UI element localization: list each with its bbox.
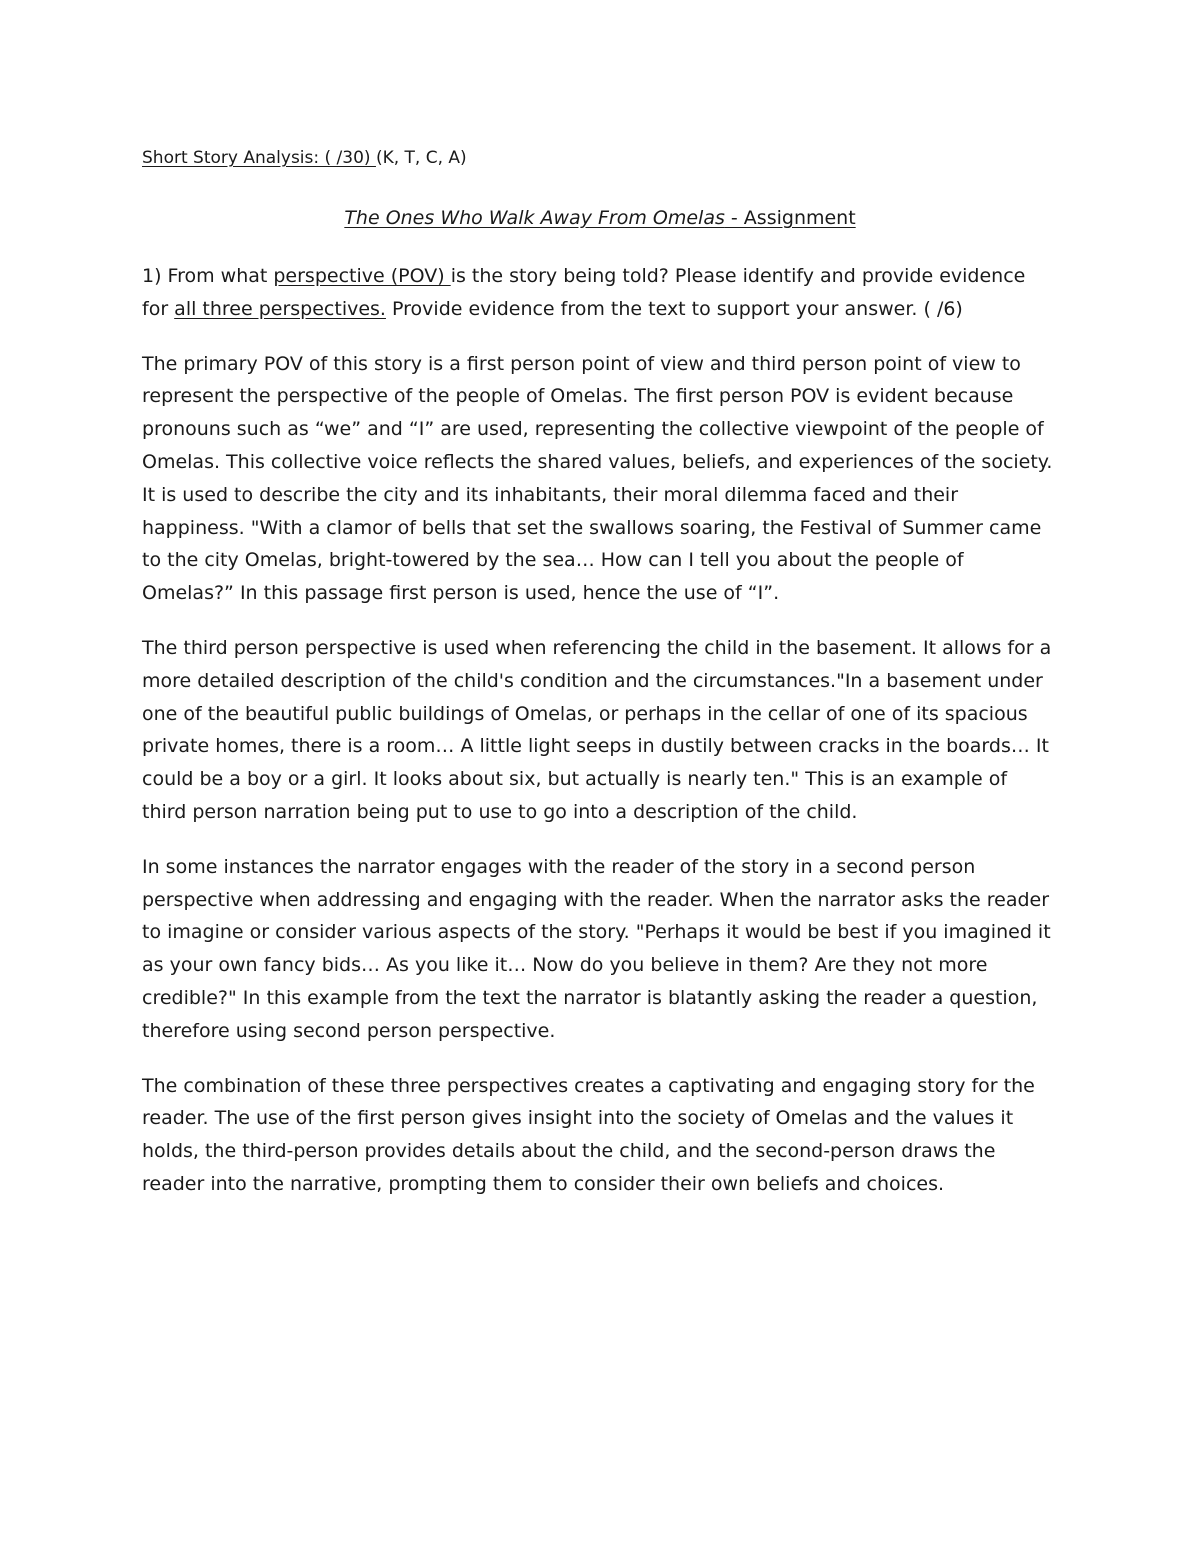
document-body: [142, 260, 1057, 1223]
assignment-title: [0, 205, 1200, 231]
question-part-1: 1) From what: [142, 265, 274, 287]
title-suffix: - Assignment: [724, 207, 856, 229]
answer-paragraph-first-person: The primary POV of this story is a first person point of view and third person point of view to represent the perspective of the people of Omelas. The first person POV is evident because pronouns such as “we” and “I” are used, representing the collective viewpoint of the people of Omelas. This collective voice reflects the shared values, beliefs, and experiences of the society. It is used to describe the city and its inhabitants, their moral dilemma faced and their happiness. "With a clamor of bells that set the swallows soaring, the Festival of Summer came to the city Omelas, bright-towered by the sea… How can I tell you about the people of Omelas?” In this passage first person is used, hence the use of “I”.: [142, 352, 1053, 605]
assignment-header: [142, 146, 467, 170]
story-title: The Ones Who Walk Away From Omelas: [344, 207, 725, 229]
answer-paragraph-third-person: The third person perspective is used when referencing the child in the basement. It allows for a more detailed description of the child's condition and the circumstances."In a basement under one of the beautiful public buildings of Omelas, or perhaps in the cellar of one of its spacious private homes, there is a room… A little light seeps in dustily between cracks in the boards… It could be a boy or a girl. It looks about six, but actually is nearly ten." This is an example of third person narration being put to use to go into a description of the child.: [142, 636, 1052, 823]
answer-paragraph-second-person: In some instances the narrator engages with the reader of the story in a second person perspective when addressing and engaging with the reader. When the narrator asks the reader to imagine or consider various aspects of the story. "Perhaps it would be best if you imagined it as your own fancy bids… As you like it… Now do you believe in them? Are they not more credible?" In this example from the text the narrator is blatantly asking the reader a question, therefore using second person perspective.: [142, 855, 1051, 1042]
answer-paragraph-conclusion: The combination of these three perspectives creates a captivating and engaging story for the reader. The use of the first person gives insight into the society of Omelas and the values it holds, the third-person provides details about the child, and the second-person draws the reader into the narrative, prompting them to consider their own beliefs and choices.: [142, 1074, 1035, 1195]
question-prompt: [142, 260, 1057, 326]
question-part-2: is the story being told? Please identify and provide evidence for: [142, 265, 1026, 320]
question-part-3: Provide evidence from the text to support your answer. ( /6): [385, 297, 963, 320]
header-score-label: Short Story Analysis: ( /30): [142, 148, 376, 168]
header-criteria: (K, T, C, A): [375, 148, 467, 168]
question-term-pov: perspective (POV): [273, 265, 451, 287]
question-term-three: all three perspectives.: [174, 297, 386, 320]
